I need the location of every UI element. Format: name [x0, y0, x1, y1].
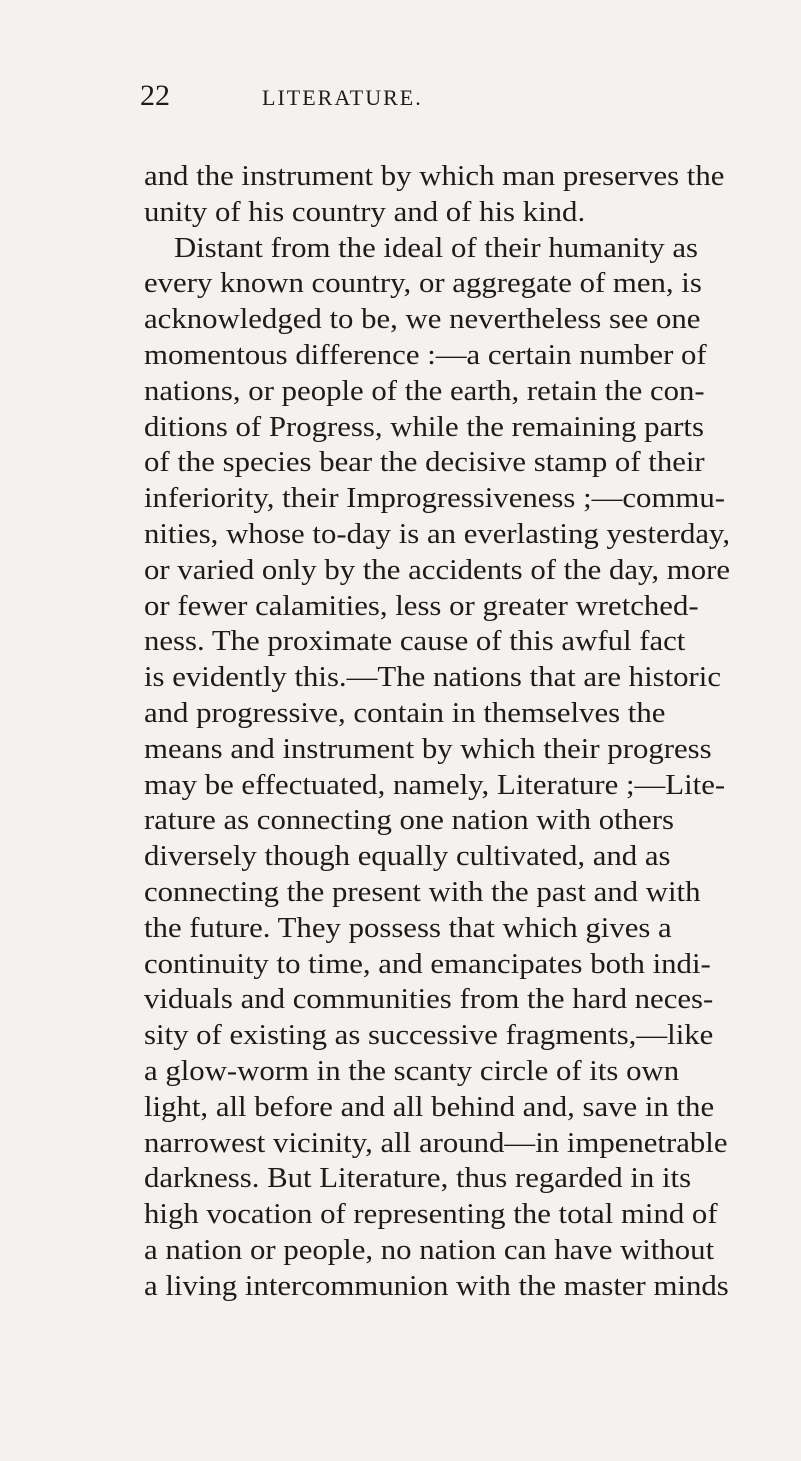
text-line: Distant from the ideal of their humanity as [174, 232, 698, 264]
text-line: continuity to time, and emancipates both indi- [144, 948, 711, 980]
text-line: inferiority, their Improgressiveness ;—commu- [144, 483, 725, 515]
text-line: momentous difference :—a certain number of [144, 339, 707, 371]
text-line: viduals and communities from the hard neces- [144, 984, 714, 1016]
page-header [140, 76, 700, 116]
text-line: every known country, or aggregate of men, is [144, 268, 702, 300]
text-line: means and instrument by which their progress [144, 733, 712, 765]
text-line: or varied only by the accidents of the day, more [144, 554, 731, 586]
text-line: acknowledged to be, we nevertheless see one [144, 304, 701, 336]
text-line: may be effectuated, namely, Literature ;—Lite- [144, 769, 726, 801]
text-line: ness. The proximate cause of this awful fact [144, 626, 686, 658]
text-line: connecting the present with the past and with [144, 876, 701, 908]
text-line: narrowest vicinity, all around—in impenetrable [144, 1127, 728, 1159]
page-number: 22 [140, 79, 170, 112]
text-line: light, all before and all behind and, save in the [144, 1091, 715, 1123]
text-line: a living intercommunion with the master minds [144, 1270, 729, 1302]
text-line: unity of his country and of his kind. [144, 196, 586, 228]
text-line: sity of existing as successive fragments,—like [144, 1020, 714, 1052]
text-line: ditions of Progress, while the remaining parts [144, 411, 704, 443]
text-line: rature as connecting one nation with others [144, 805, 674, 837]
body-text [144, 159, 774, 1305]
text-line: nities, whose to-day is an everlasting yesterday, [144, 518, 731, 550]
text-line: high vocation of representing the total mind of [144, 1199, 718, 1231]
text-line: and the instrument by which man preserves the [144, 161, 725, 192]
text-line: of the species bear the decisive stamp of their [144, 447, 705, 479]
text-line: the future. They possess that which gives a [144, 912, 672, 944]
text-line: is evidently this.—The nations that are historic [144, 662, 722, 694]
running-head: LITERATURE. [262, 85, 423, 110]
text-line: diversely though equally cultivated, and as [144, 841, 671, 873]
text-line: and progressive, contain in themselves the [144, 697, 666, 729]
text-line: a glow-worm in the scanty circle of its own [144, 1055, 680, 1087]
text-line: darkness. But Literature, thus regarded in its [144, 1163, 692, 1195]
text-line: or fewer calamities, less or greater wretched- [144, 590, 699, 622]
text-line: nations, or people of the earth, retain the con- [144, 375, 705, 407]
text-line: a nation or people, no nation can have without [144, 1234, 715, 1266]
